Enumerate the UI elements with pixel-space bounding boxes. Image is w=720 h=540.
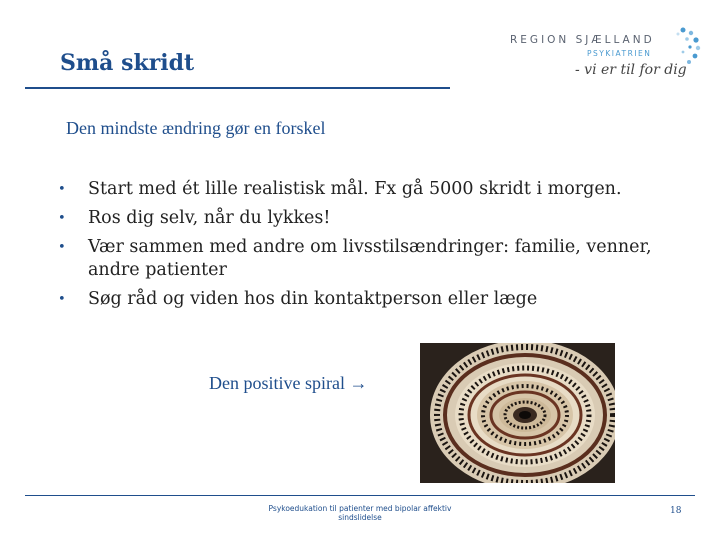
logo-region-text: REGION SJÆLLAND	[510, 34, 655, 46]
bullet-icon: •	[58, 182, 66, 197]
slide-title: Små skridt	[60, 50, 195, 76]
bullet-list	[50, 178, 690, 317]
slide-subtitle: Den mindste ændring gør en forskel	[66, 118, 326, 138]
bullet-item	[50, 236, 690, 282]
footer-text: Psykoedukation til patienter med bipolar affektiv sindslidelse	[268, 504, 452, 522]
bullet-text: Søg råd og viden hos din kontaktperson eller læge	[88, 289, 538, 309]
spiral-staircase-image	[420, 343, 615, 483]
bullet-icon: •	[58, 240, 66, 255]
footer-divider	[25, 495, 695, 496]
region-logo	[505, 22, 705, 92]
logo-department-text: PSYKIATRIEN	[587, 49, 652, 58]
bullet-text: Vær sammen med andre om livsstilsændringer: familie, venner, andre patienter	[88, 237, 652, 280]
bullet-icon: •	[58, 211, 66, 226]
bullet-icon: •	[58, 292, 66, 307]
bullet-item	[50, 288, 690, 311]
bullet-item	[50, 207, 690, 230]
title-divider	[25, 87, 450, 89]
bullet-item	[50, 178, 690, 201]
page-number: 18	[670, 506, 682, 516]
bullet-text: Start med ét lille realistisk mål. Fx gå 5000 skridt i morgen.	[88, 179, 622, 199]
logo-tagline: - vi er til for dig	[575, 62, 687, 78]
bullet-text: Ros dig selv, når du lykkes!	[88, 208, 331, 228]
positive-spiral-label: Den positive spiral →	[209, 373, 368, 393]
